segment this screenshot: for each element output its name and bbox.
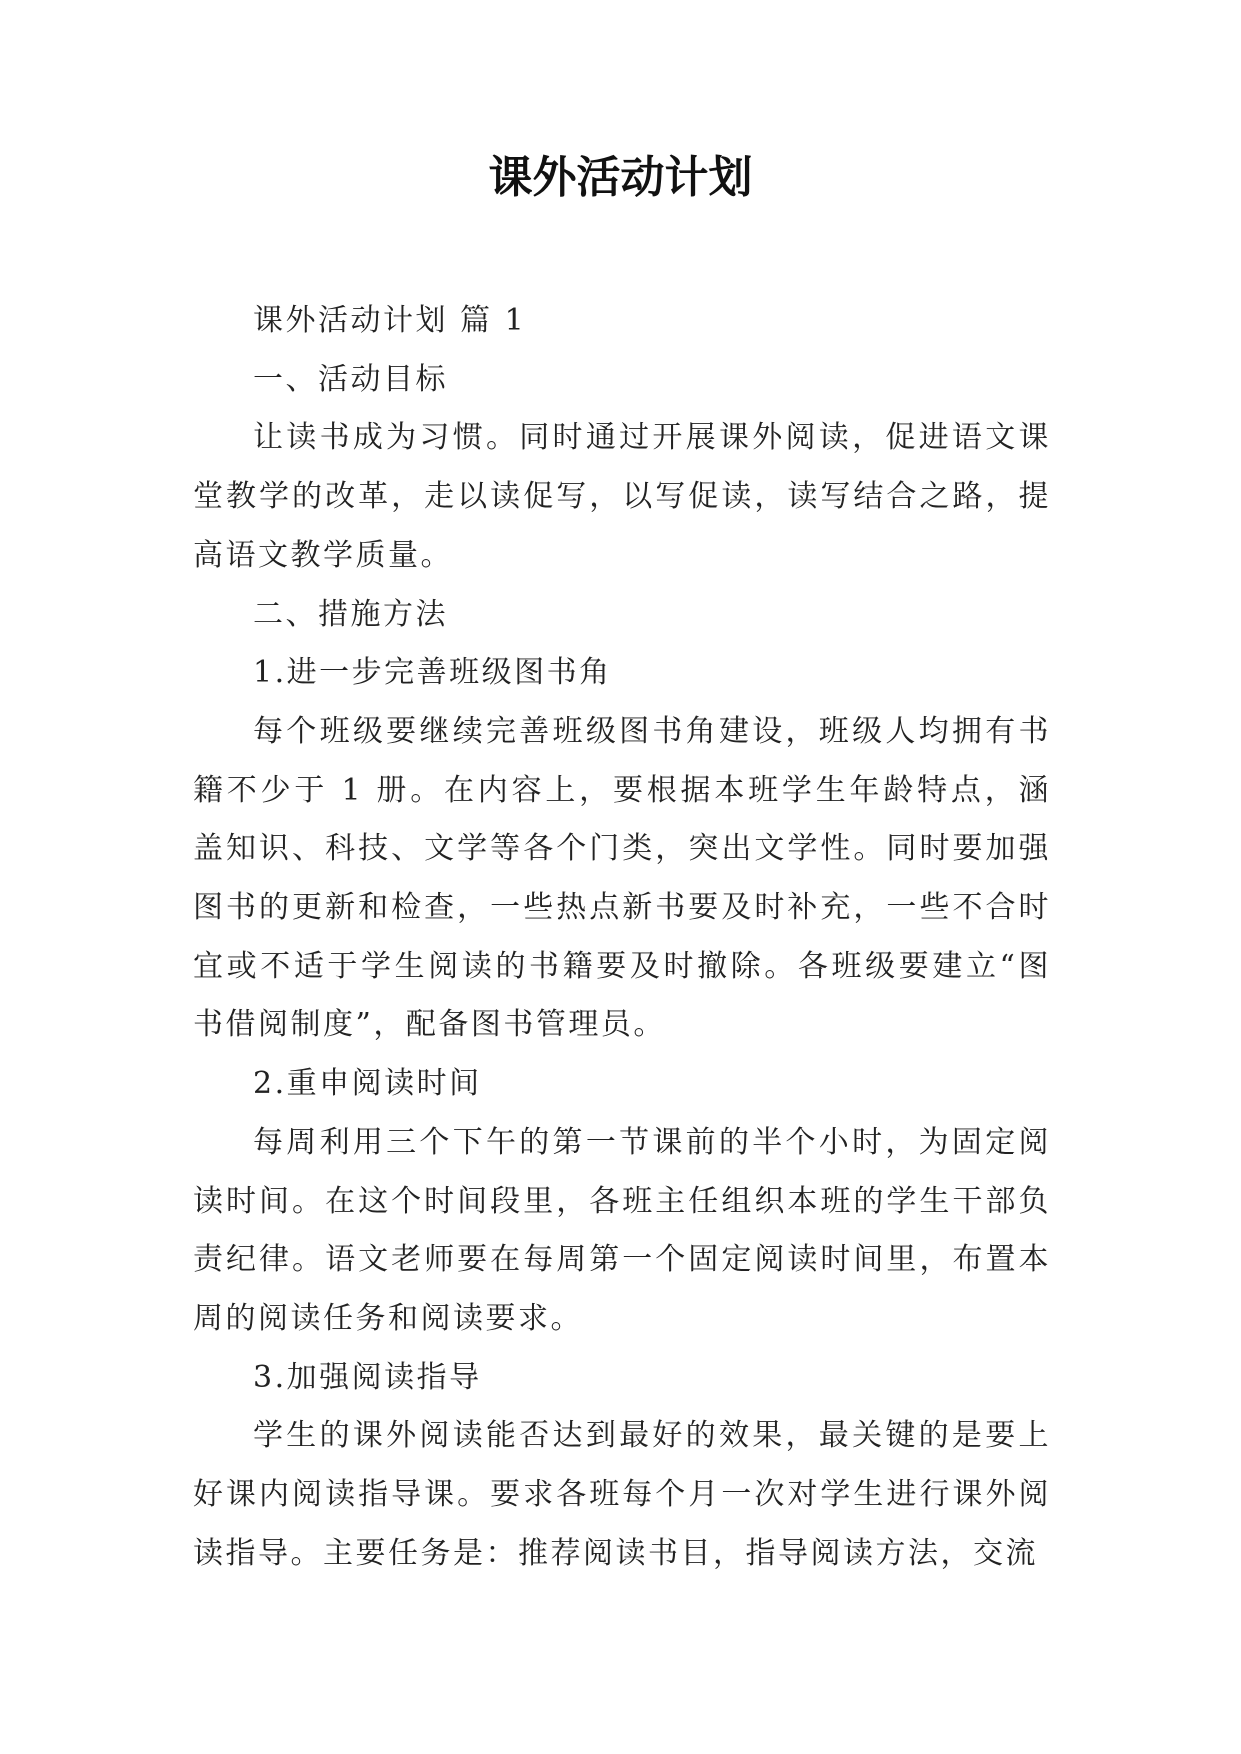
item-heading: 3.加强阅读指导 xyxy=(253,1359,482,1395)
paragraph: 每个班级要继续完善班级图书角建设，班级人均拥有书籍不少于 1 册。在内容上，要根据本班学生年龄特点，涵盖知识、科技、文学等各个门类，突出文学性。同时要加强图书的更新和检查，一些热点新书要及时补充，一些不合时宜或不适于学生阅读的书籍要及时撤除。各班级要建立“图书借阅制度”，配备图书管理员。 xyxy=(193,713,1051,1043)
paragraph: 学生的课外阅读能否达到最好的效果，最关键的是要上好课内阅读指导课。要求各班每个月一次对学生进行课外阅读指导。主要任务是：推荐阅读书目，指导阅读方法，交流 xyxy=(193,1418,1051,1571)
subheading: 二、措施方法 xyxy=(253,596,448,632)
section-heading: 课外活动计划 篇 1 xyxy=(253,303,527,338)
item-heading: 1.进一步完善班级图书角 xyxy=(253,655,612,691)
document-title: 课外活动计划 xyxy=(488,152,753,203)
paragraph: 让读书成为习惯。同时通过开展课外阅读，促进语文课堂教学的改革，走以读促写，以写促读，读写结合之路，提高语文教学质量。 xyxy=(193,420,1051,573)
item-heading: 2.重申阅读时间 xyxy=(253,1066,482,1102)
paragraph: 每周利用三个下午的第一节课前的半个小时，为固定阅读时间。在这个时间段里，各班主任组织本班的学生干部负责纪律。语文老师要在每周第一个固定阅读时间里，布置本周的阅读任务和阅读要求。 xyxy=(193,1124,1051,1336)
subheading: 一、活动目标 xyxy=(253,361,448,397)
document-body xyxy=(193,292,1051,1583)
